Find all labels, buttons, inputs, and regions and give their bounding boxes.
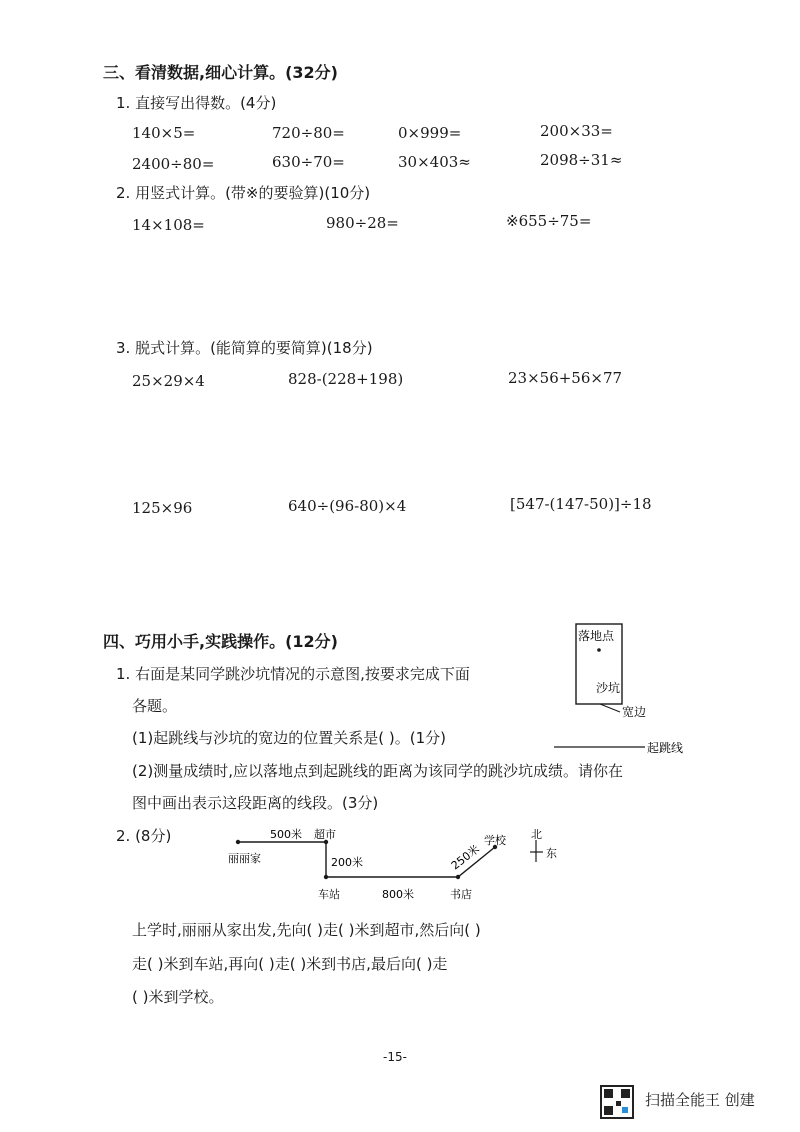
section-3-heading: 三、看清数据,细心计算。(32分)	[103, 63, 338, 82]
wide-edge-label: 宽边	[622, 705, 647, 719]
home-dot	[236, 840, 240, 844]
q2-title: 2. 用竖式计算。(带※的要验算)(10分)	[116, 184, 371, 202]
q4-2-title: 2. (8分)	[116, 827, 172, 845]
qr-code-icon	[600, 1085, 634, 1119]
market-station-distance: 200米	[331, 856, 363, 869]
q4-2-line1: 上学时,丽丽从家出发,先向( )走( )米到超市,然后向( )	[132, 921, 481, 939]
school-label: 学校	[484, 834, 506, 847]
q1-item: 140×5=	[132, 124, 196, 142]
bookstore-dot	[456, 875, 460, 879]
page-number: -15-	[383, 1050, 407, 1064]
q1-item: 2098÷31≈	[540, 151, 623, 169]
home-label: 丽丽家	[228, 852, 261, 865]
home-market-distance: 500米	[270, 828, 302, 841]
q4-1-part1: (1)起跳线与沙坑的宽边的位置关系是( )。(1分)	[132, 729, 446, 747]
q4-1-part2-line1: (2)测量成绩时,应以落地点到起跳线的距离为该同学的跳沙坑成绩。请你在	[132, 762, 624, 780]
sandpit-label: 沙坑	[596, 681, 621, 695]
q4-2-line2: 走( )米到车站,再向( )走( )米到书店,最后向( )走	[132, 955, 448, 973]
q3-item: [547-(147-50)]÷18	[510, 495, 652, 513]
compass-north-label: 北	[531, 828, 542, 841]
supermarket-label: 超市	[314, 828, 336, 841]
q3-title: 3. 脱式计算。(能简算的要简算)(18分)	[116, 339, 373, 357]
q4-1-line2: 各题。	[132, 697, 178, 715]
compass-east-label: 东	[546, 847, 557, 860]
q1-item: 630÷70=	[272, 153, 345, 171]
q4-1-part2-line2: 图中画出表示这段距离的线段。(3分)	[132, 794, 379, 812]
q4-2-line3: ( )米到学校。	[132, 988, 224, 1006]
station-bookstore-distance: 800米	[382, 888, 414, 901]
q1-item: 200×33=	[540, 122, 613, 140]
section-4-heading: 四、巧用小手,实践操作。(12分)	[103, 632, 338, 651]
station-label: 车站	[318, 888, 340, 901]
q1-title: 1. 直接写出得数。(4分)	[116, 94, 277, 112]
bookstore-label: 书店	[450, 888, 472, 901]
landing-point-label: 落地点	[578, 629, 615, 643]
q3-item: 828-(228+198)	[288, 370, 404, 388]
q1-item: 2400÷80=	[132, 155, 215, 173]
q3-item: 125×96	[132, 499, 193, 517]
q3-item: 23×56+56×77	[508, 369, 623, 387]
station-dot	[324, 875, 328, 879]
q2-item: ※655÷75=	[506, 212, 592, 230]
q4-1-line1: 1. 右面是某同学跳沙坑情况的示意图,按要求完成下面	[116, 665, 470, 683]
q2-item: 980÷28=	[326, 214, 399, 232]
q1-item: 720÷80=	[272, 124, 345, 142]
q1-item: 0×999=	[398, 124, 462, 142]
q2-item: 14×108=	[132, 216, 205, 234]
takeoff-line-label: 起跳线	[647, 741, 684, 755]
watermark: 扫描全能王 创建	[645, 1091, 755, 1109]
q1-item: 30×403≈	[398, 153, 471, 171]
bookstore-school-distance: 250米	[448, 842, 483, 873]
q3-item: 25×29×4	[132, 372, 205, 390]
q3-item: 640÷(96-80)×4	[288, 497, 407, 515]
